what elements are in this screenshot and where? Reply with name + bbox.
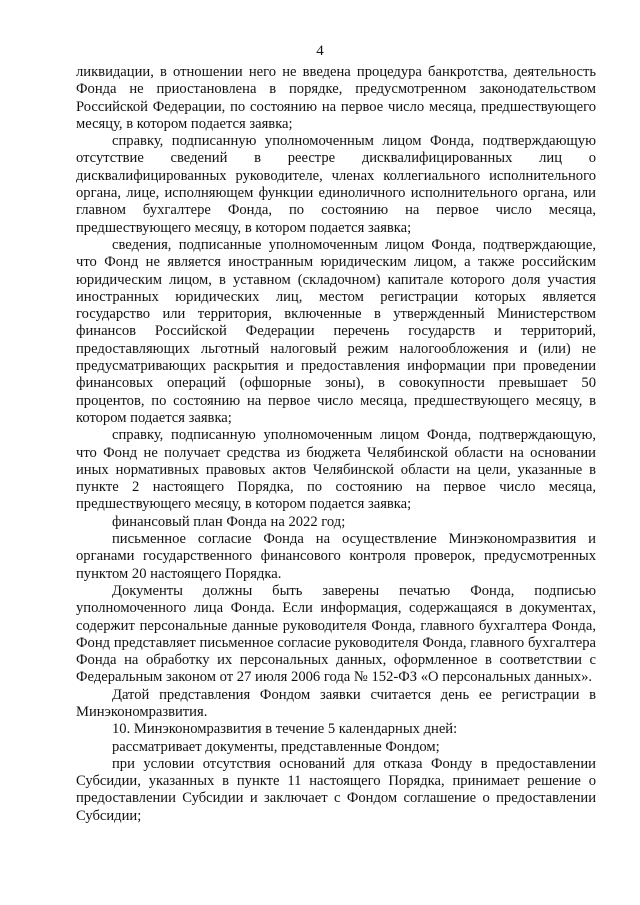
paragraph: ликвидации, в отношении него не введена процедура банкротства, деятельность Фонда не приостановлена в порядке, предусмотренном законодательством Российской Федерации, по состоянию на первое число месяца, предшествующего месяцу, в котором подается заявка; [76,64,596,132]
paragraph: Датой представления Фондом заявки считается день ее регистрации в Минэкономразвития. [76,686,596,720]
paragraph: сведения, подписанные уполномоченным лицом Фонда, подтверждающие, что Фонд не является иностранным юридическим лицом, а также российским юридическим лицом, в уставном (складочном) капитале которого доля участия иностранных юридических лиц, местом регистрации которых является государство или территория, включенные в утвержденный Министерством финансов Российской Федерации перечень государств и территорий, предоставляющих льготный налоговый режим налогообложения и (или) не предусматривающих раскрытия и предоставления информации при проведении финансовых операций (офшорные зоны), в совокупности превышает 50 процентов, по состоянию на первое число месяца, предшествующего месяцу, в котором подается заявка; [76,236,596,426]
page-number: 4 [316,43,324,59]
paragraph: Документы должны быть заверены печатью Фонда, подписью уполномоченного лица Фонда. Если информация, содержащаяся в документах, содержит персональные данные руководителя Фонда, главного бухгалтера Фонда, Фонд представляет письменное согласие руководителя Фонда, главного бухгалтера Фонда на обработку их персональных данных, оформленное в соответствии с Федеральным законом от 27 июля 2006 года № 152-ФЗ «О персональных данных». [76,582,596,686]
paragraph: 10. Минэкономразвития в течение 5 календарных дней: [112,721,458,738]
paragraph: при условии отсутствия оснований для отказа Фонду в предоставлении Субсидии, указанных в пункте 11 настоящего Порядка, принимает решение о предоставлении Субсидии и заключает с Фондом соглашение о предоставлении Субсидии; [76,755,596,824]
paragraph: письменное согласие Фонда на осуществление Минэкономразвития и органами государственного финансового контроля проверок, предусмотренных пунктом 20 настоящего Порядка. [76,531,596,582]
paragraph: справку, подписанную уполномоченным лицом Фонда, подтверждающую отсутствие сведений в реестре дисквалифицированных лиц о дисквалифицированных руководителе, членах коллегиального исполнительного органа, лице, исполняющем функции единоличного исполнительного органа, или главном бухгалтере Фонда, по состоянию на первое число месяца, предшествующего месяцу, в котором подается заявка; [76,133,596,236]
paragraph: рассматривает документы, представленные Фондом; [112,738,440,755]
paragraph: справку, подписанную уполномоченным лицом Фонда, подтверждающую, что Фонд не получает средства из бюджета Челябинской области на основании иных нормативных правовых актов Челябинской области на цели, указанные в пункте 2 настоящего Порядка, по состоянию на первое число месяца, предшествующего месяцу, в котором подается заявка; [76,427,596,513]
document-body [76,64,596,825]
paragraph: финансовый план Фонда на 2022 год; [112,513,346,530]
